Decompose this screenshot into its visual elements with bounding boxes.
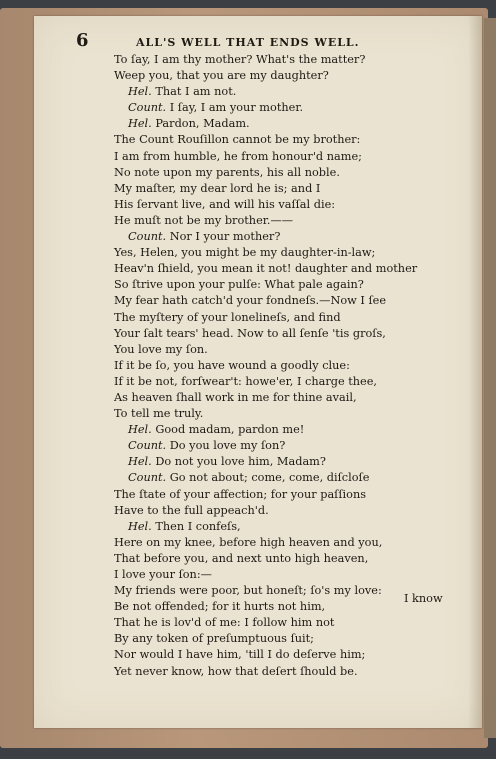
text-line (114, 52, 444, 68)
text-line (114, 406, 444, 422)
line-text: Good madam, pardon me! (155, 423, 305, 437)
text-line (114, 503, 444, 519)
line-text: Yes, Helen, you might be my daughter-in-law; (114, 246, 376, 260)
text-line (114, 454, 444, 470)
line-text: You love my ſon. (114, 342, 208, 356)
line-text: So ſtrive upon your pulſe: What pale again? (114, 278, 364, 292)
text-line (114, 647, 444, 663)
text-line (114, 535, 444, 551)
text-line (114, 551, 444, 567)
text-line (114, 664, 444, 680)
line-text: That I am not. (155, 85, 237, 99)
text-line (114, 149, 444, 165)
text-line (114, 583, 444, 599)
play-text (114, 52, 444, 680)
line-text: Pardon, Madam. (155, 117, 250, 131)
text-line (114, 100, 444, 116)
text-line (114, 245, 444, 261)
speaker-name: Hel. (128, 423, 152, 437)
text-line (114, 438, 444, 454)
line-text: He muſt not be my brother.—— (114, 213, 294, 227)
line-text: The myſtery of your lonelineſs, and find (114, 310, 341, 324)
line-text: Heav'n ſhield, you mean it not! daughter and mother (114, 262, 418, 276)
speaker-name: Count. (128, 471, 167, 485)
text-line (114, 615, 444, 631)
speaker-name: Count. (128, 230, 167, 244)
line-text: Do not you love him, Madam? (155, 455, 326, 469)
text-line (114, 116, 444, 132)
line-text: The ſtate of your affection; for your paſſions (114, 487, 367, 501)
text-line (114, 390, 444, 406)
line-text: My maſter, my dear lord he is; and I (114, 181, 321, 195)
speaker-name: Hel. (128, 85, 152, 99)
line-text: Then I confeſs, (155, 519, 241, 533)
text-line (114, 342, 444, 358)
speaker-name: Hel. (128, 455, 152, 469)
line-text: Nor would I have him, 'till I do deſerve him; (114, 648, 366, 662)
line-text: Be not offended; for it hurts not him, (114, 600, 326, 614)
line-text: Your ſalt tears' head. Now to all ſenſe 'tis groſs, (114, 326, 386, 340)
text-line (114, 470, 444, 486)
page-number: 6 (76, 30, 89, 51)
speaker-name: Count. (128, 101, 167, 115)
text-line (114, 165, 444, 181)
line-text: To tell me truly. (114, 407, 204, 421)
line-text: Go not about; come, come, diſcloſe (169, 471, 370, 485)
line-text: My friends were poor, but honeſt; ſo's my love: (114, 584, 382, 598)
text-line (114, 422, 444, 438)
speaker-name: Hel. (128, 519, 152, 533)
text-line (114, 631, 444, 647)
line-text: No note upon my parents, his all noble. (114, 165, 340, 179)
text-line (114, 519, 444, 535)
line-text: I ſay, I am your mother. (169, 101, 304, 115)
text-line (114, 229, 444, 245)
line-text: Yet never know, how that deſert ſhould be. (114, 664, 358, 678)
line-text: I love your ſon:— (114, 568, 212, 581)
line-text: Have to the full appeach'd. (114, 503, 269, 517)
book-spine-edge (484, 18, 496, 738)
line-text: I am from humble, he from honour'd name; (114, 149, 362, 163)
page-gutter-shadow (468, 16, 482, 728)
line-text: His ſervant live, and will his vaſſal die: (114, 197, 336, 211)
speaker-name: Count. (128, 439, 167, 453)
text-line (114, 213, 444, 229)
text-line (114, 293, 444, 309)
line-text: My fear hath catch'd your fondneſs.—Now I ſee (114, 294, 387, 308)
line-text: Nor I your mother? (169, 230, 281, 244)
line-text: The Count Rouſillon cannot be my brother: (114, 133, 361, 147)
text-line (114, 567, 444, 583)
text-line (114, 599, 444, 615)
line-text: Here on my knee, before high heaven and you, (114, 535, 383, 549)
text-line (114, 487, 444, 503)
text-line (114, 326, 444, 342)
text-line (114, 277, 444, 293)
line-text: To ſay, I am thy mother? What's the matter? (114, 53, 366, 66)
text-line (114, 358, 444, 374)
speaker-name: Hel. (128, 117, 152, 131)
line-text: If it be ſo, you have wound a goodly clue: (114, 358, 350, 372)
line-text: That he is lov'd of me: I follow him not (114, 616, 335, 630)
page-header (76, 30, 396, 52)
line-text: Weep you, that you are my daughter? (114, 69, 329, 83)
text-line (114, 261, 444, 277)
line-text: That before you, and next unto high heaven, (114, 551, 369, 565)
line-text: If it be not, forſwear't: howe'er, I charge thee, (114, 374, 378, 388)
line-text: Do you love my ſon? (169, 439, 286, 453)
text-line (114, 197, 444, 213)
text-line (114, 132, 444, 148)
catchword: I know (404, 592, 443, 605)
line-text: By any token of preſumptuous ſuit; (114, 632, 314, 646)
text-line (114, 84, 444, 100)
line-text: As heaven ſhall work in me for thine avail, (114, 390, 357, 404)
text-line (114, 181, 444, 197)
text-line (114, 68, 444, 84)
text-line (114, 374, 444, 390)
running-title: ALL'S WELL THAT ENDS WELL. (136, 36, 360, 49)
text-line (114, 310, 444, 326)
